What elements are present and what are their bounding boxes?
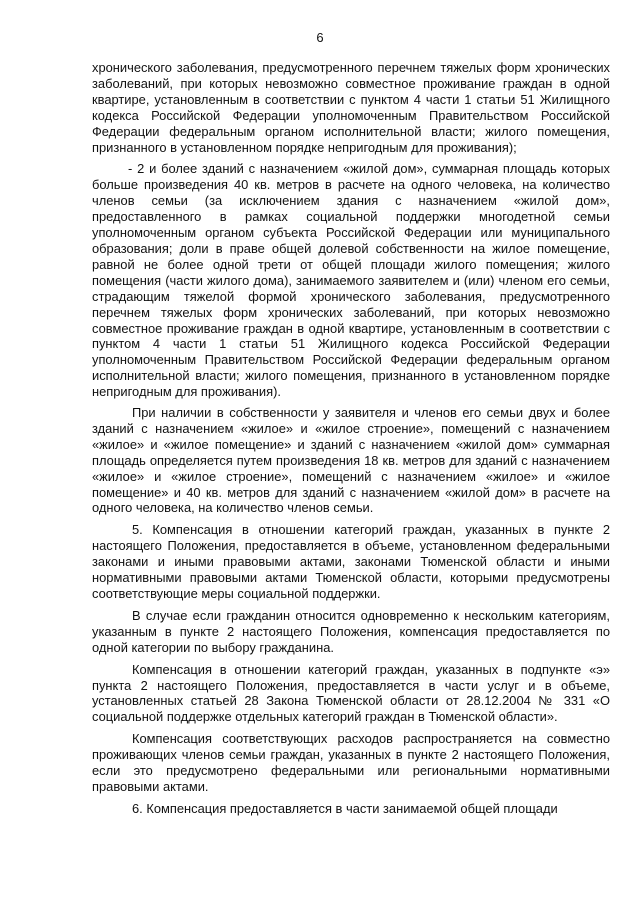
paragraph-continuation: хронического заболевания, предусмотренного перечнем тяжелых форм хронических заболеваний, при которых невозможно совместное проживание граждан в одной квартире, установленным в соответствии с пунктом 4 части 1 статьи 51 Жилищного кодекса Российской Федерации уполномоченным Правительством Российской Федерации федеральным органом исполнительной власти; жилого помещения, признанного в установленном порядке непригодным для проживания); [92, 60, 610, 155]
page-number: 6 [316, 30, 324, 45]
paragraph-clause-6: 6. Компенсация предоставляется в части занимаемой общей площади [132, 800, 558, 816]
document-body [92, 60, 610, 823]
paragraph: Компенсация соответствующих расходов распространяется на совместно проживающих членов семьи граждан, указанных в пункте 2 настоящего Положения, если это предусмотрено федеральными или региональными нормативными правовыми актами. [92, 731, 610, 794]
paragraph: В случае если гражданин относится одновременно к нескольким категориям, указанным в пункте 2 настоящего Положения, компенсация предоставляется по одной категории по выбору гражданина. [92, 607, 610, 655]
paragraph-list-item: - 2 и более зданий с назначением «жилой дом», суммарная площадь которых больше произведения 40 кв. метров в расчете на одного человека, на количество членов семьи (за исключением здания с назначением «жилой дом», предоставленного в рамках социальной поддержки многодетной семьи уполномоченным органом субъекта Российской Федерации или муниципального образования; доли в праве общей долевой собственности на жилое помещение, равной не более одной трети от общей площади жилого помещения; жилого помещения (части жилого дома), занимаемого заявителем и (или) членом его семьи, страдающим тяжелой формой хронического заболевания, предусмотренного перечнем тяжелых форм хронических заболеваний, при которых невозможно совместное проживание граждан в одной квартире, установленным в соответствии с пунктом 4 части 1 статьи 51 Жилищного кодекса Российской Федерации уполномоченным Правительством Российской Федерации федеральным органом исполнительной власти; жилого помещения, признанного в установленном порядке непригодным для проживания). [92, 161, 610, 400]
paragraph: При наличии в собственности у заявителя и членов его семьи двух и более зданий с назначением «жилое» и «жилое строение», помещений с назначением «жилое» и «жилое помещение» и зданий с назначением «жилой дом» суммарная площадь определяется путем произведения 18 кв. метров для зданий с назначением «жилое» и «жилое строение», помещений с назначением «жилое» и «жилое помещение» и 40 кв. метров для зданий с назначением «жилой дом» в расчете на одного человека, на количество членов семьи. [92, 405, 610, 516]
paragraph: Компенсация в отношении категорий граждан, указанных в подпункте «э» пункта 2 настоящего Положения, предоставляется в части услуг и в объеме, установленных статьей 28 Закона Тюменской области от 28.12.2004 № 331 «О социальной поддержке отдельных категорий граждан в Тюменской области». [92, 661, 610, 725]
paragraph-clause-5: 5. Компенсация в отношении категорий граждан, указанных в пункте 2 настоящего Положения, предоставляется в объеме, установленном федеральными законами и иными правовыми актами, законами Тюменской области и иными нормативными правовыми актами Тюменской области, которыми предусмотрены соответствующие меры социальной поддержки. [92, 522, 610, 601]
